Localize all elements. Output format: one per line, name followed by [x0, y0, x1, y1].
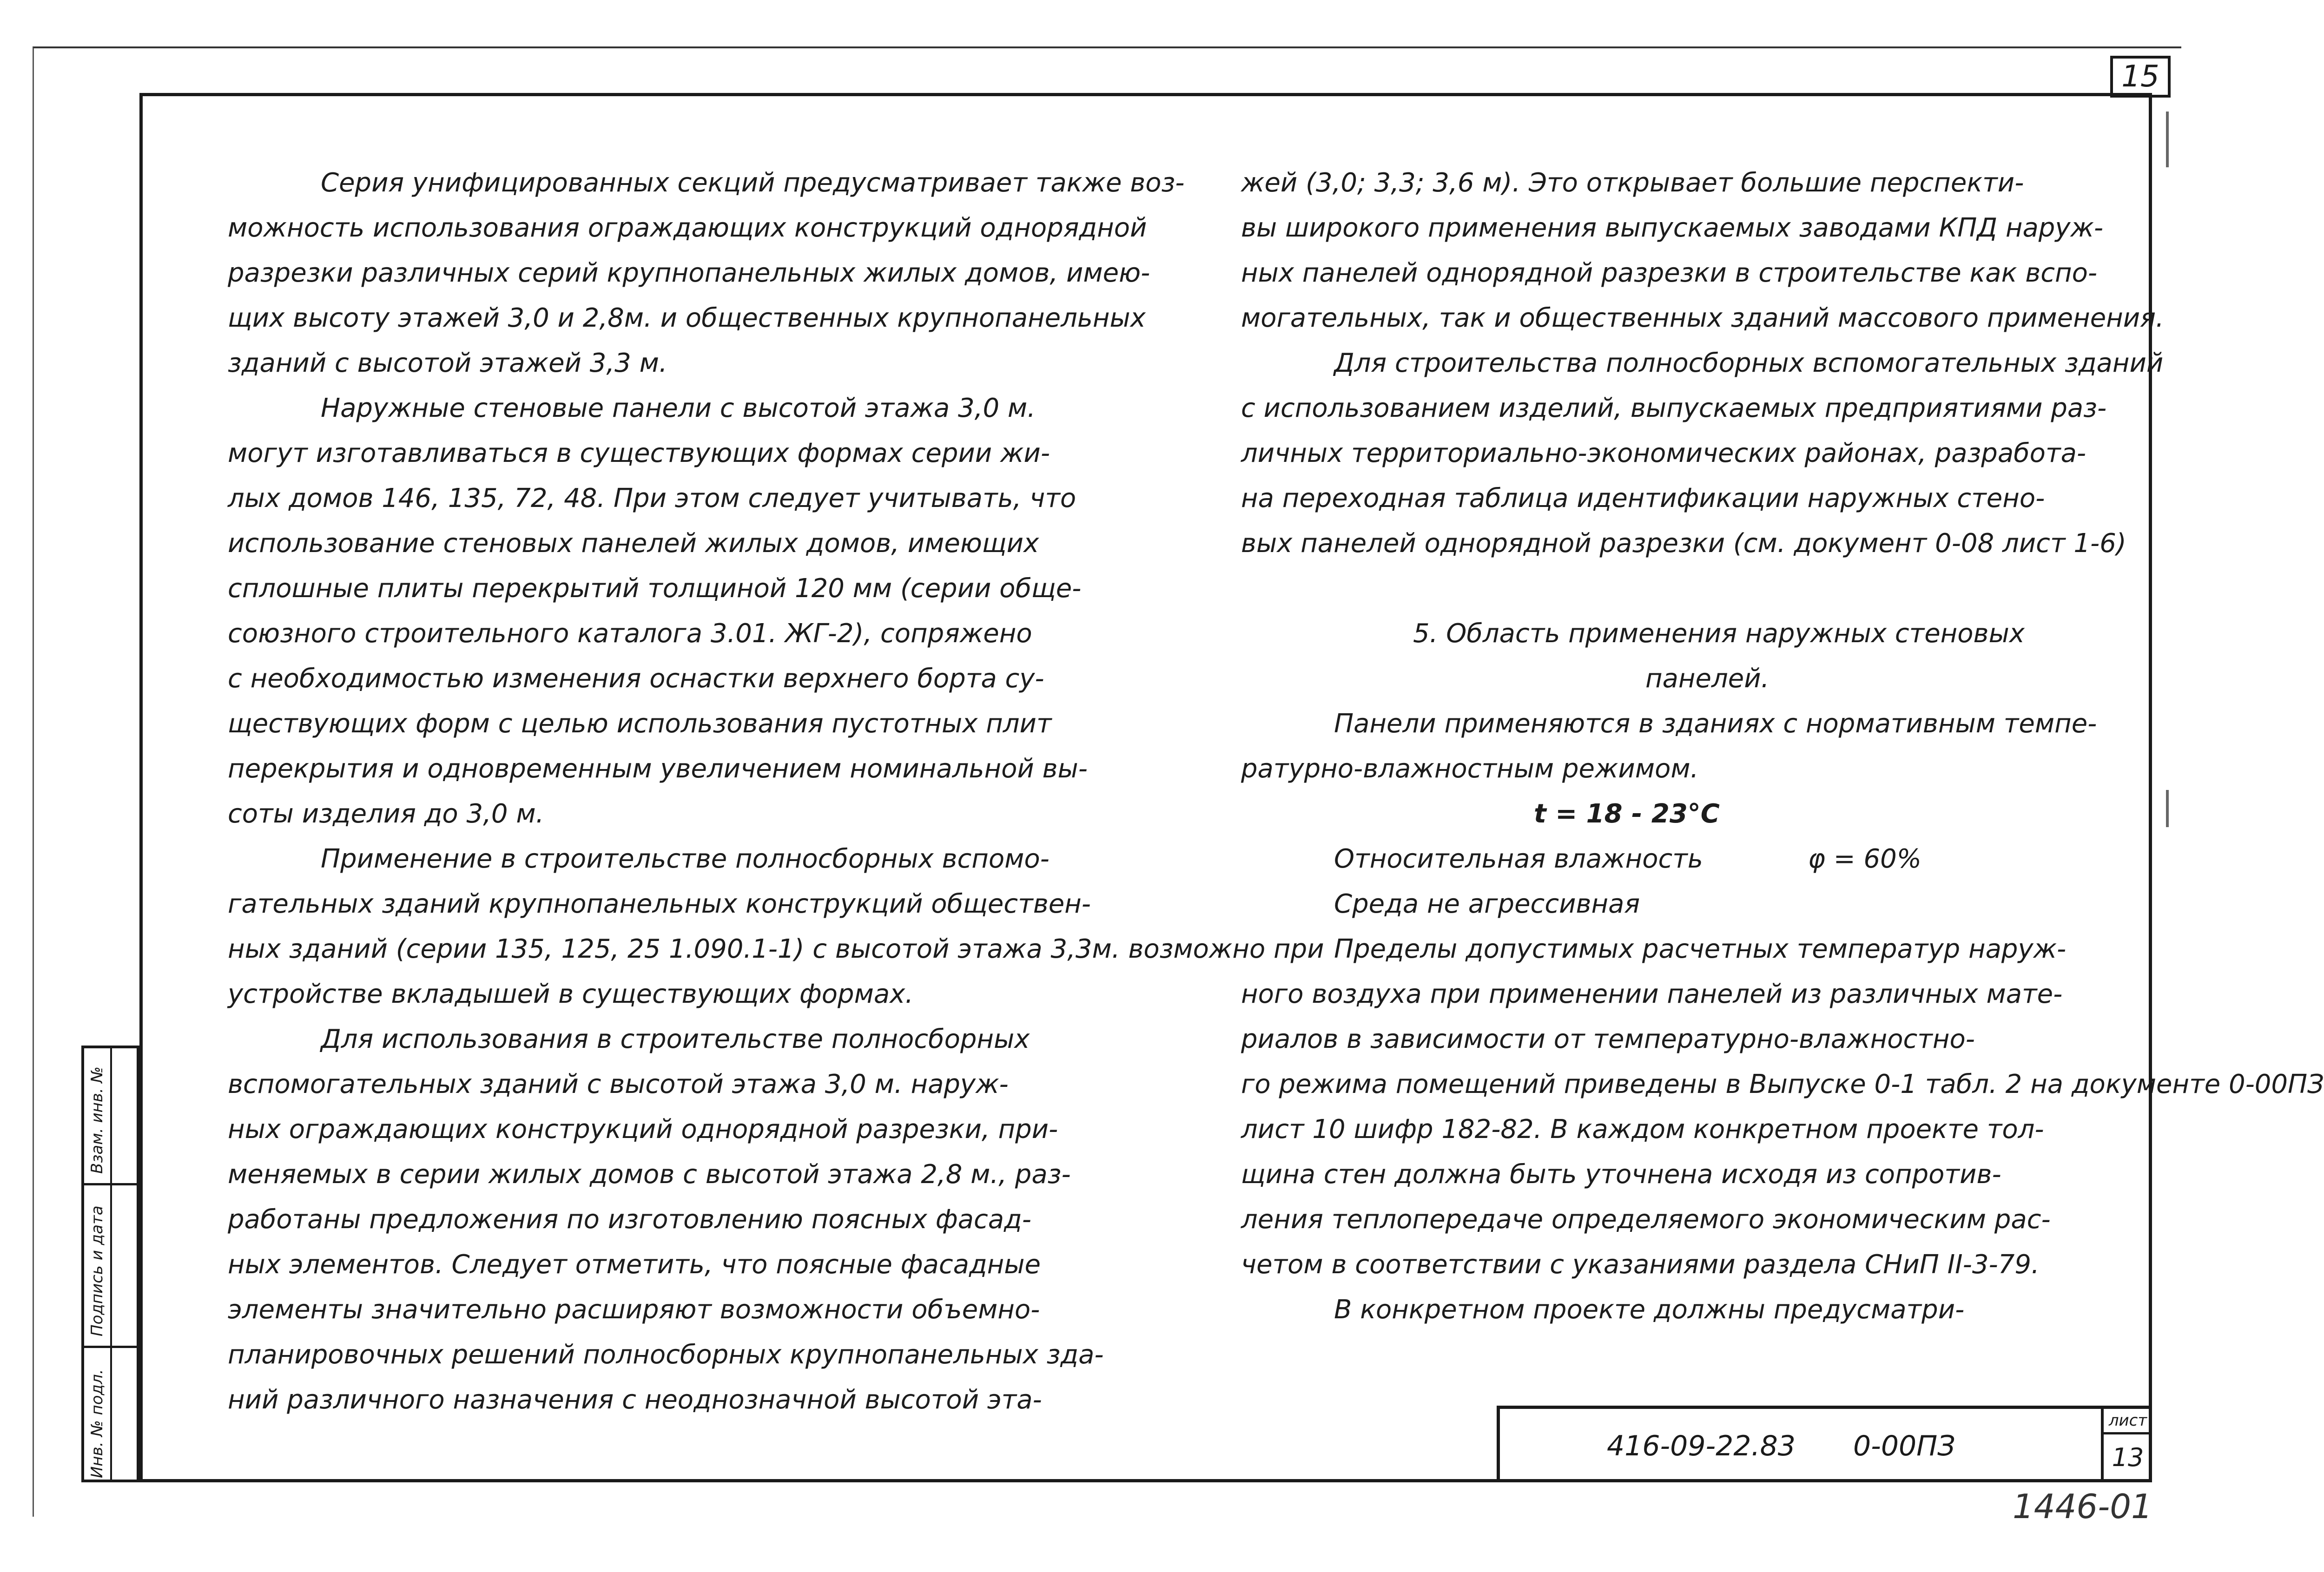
- section-heading: 5. Область применения наружных стеновых: [1413, 618, 2025, 649]
- paragraph-line: лых домов 146, 135, 72, 48. При этом следует учитывать, что: [228, 483, 1076, 513]
- paragraph-line: ратурно-влажностным режимом.: [1241, 754, 1699, 784]
- page-number: 15: [2110, 56, 2171, 98]
- paragraph-line: риалов в зависимости от температурно-влажностно-: [1241, 1024, 1975, 1054]
- paragraph-line: ного воздуха при применении панелей из различных мате-: [1241, 979, 2063, 1009]
- paragraph-line: соты изделия до 3,0 м.: [228, 799, 544, 829]
- humidity-value: φ = 60%: [1808, 844, 1921, 874]
- paragraph-line: ществующих форм с целью использования пустотных плит: [228, 709, 1052, 739]
- side-stamp-divider: [84, 1183, 137, 1185]
- title-block: [1497, 1406, 2101, 1482]
- paragraph-line: щих высоту этажей 3,0 и 2,8м. и общественных крупнопанельных: [228, 303, 1146, 333]
- paragraph-line: Серия унифицированных секций предусматривает также воз-: [321, 168, 1185, 198]
- paragraph-line: с необходимостью изменения оснастки верхнего борта су-: [228, 664, 1044, 694]
- paragraph-line: лист 10 шифр 182-82. В каждом конкретном проекте тол-: [1241, 1114, 2044, 1144]
- paragraph-line: вых панелей однорядной разрезки (см. документ 0-08 лист 1-6): [1241, 528, 2126, 559]
- paragraph-line: личных территориально-экономических районах, разработа-: [1241, 438, 2086, 468]
- sheet-number: 13: [2112, 1443, 2144, 1472]
- paragraph-line: гательных зданий крупнопанельных конструкций обществен-: [228, 889, 1091, 919]
- document-code: 416-09-22.83: [1607, 1430, 1796, 1462]
- paragraph-block: [1241, 927, 2324, 1332]
- spacer: [1241, 566, 2115, 611]
- paragraph-line: ных ограждающих конструкций однорядной разрезки, при-: [228, 1114, 1058, 1144]
- paragraph-line: элементы значительно расширяют возможности объемно-: [228, 1295, 1040, 1325]
- side-stamp-replace: Взам. инв. №: [88, 1066, 106, 1174]
- paragraph-line: перекрытия и одновременным увеличением номинальной вы-: [228, 754, 1088, 784]
- paragraph-line: Панели применяются в зданиях с нормативным темпе-: [1334, 709, 2097, 739]
- left-column: [228, 160, 1324, 1422]
- paragraph-line: планировочных решений полносборных крупнопанельных зда-: [228, 1340, 1104, 1370]
- environment-line: Среда не агрессивная: [1334, 889, 1640, 919]
- sheet-label: лист: [2104, 1409, 2152, 1434]
- right-column-intro: [1241, 160, 2164, 566]
- paragraph-line: Для строительства полносборных вспомогательных зданий: [1334, 348, 2164, 378]
- paragraph-line: устройстве вкладышей в существующих формах.: [228, 979, 914, 1009]
- paragraph-line: го режима помещений приведены в Выпуске 0-1 табл. 2 на документе 0-00ПЗ: [1241, 1069, 2324, 1099]
- paragraph-line: могательных, так и общественных зданий массового применения.: [1241, 303, 2164, 333]
- paragraph-line: работаны предложения по изготовлению поясных фасад-: [228, 1204, 1031, 1235]
- right-column: [1241, 160, 2324, 1332]
- side-stamp-divider: [84, 1346, 137, 1348]
- paragraph-line: могут изготавливаться в существующих формах серии жи-: [228, 438, 1050, 468]
- paragraph-line: зданий с высотой этажей 3,3 м.: [228, 348, 667, 378]
- sheet-cell: [2101, 1406, 2152, 1482]
- paragraph-line: ных панелей однорядной разрезки в строительстве как вспо-: [1241, 258, 2098, 288]
- paragraph-line: В конкретном проекте должны предусматри-: [1334, 1295, 1965, 1325]
- paragraph-line: четом в соответствии с указаниями раздела СНиП II-3-79.: [1241, 1250, 2040, 1280]
- paragraph-line: союзного строительного каталога 3.01. ЖГ-2), сопряжено: [228, 618, 1032, 649]
- humidity-row: [1241, 836, 2115, 881]
- temperature-formula: t = 18 - 23°C: [1534, 799, 1720, 829]
- edge-mark: [2166, 790, 2169, 827]
- paragraph-line: разрезки различных серий крупнопанельных жилых домов, имею-: [228, 258, 1150, 288]
- side-stamp-sign: Подпись и дата: [88, 1205, 106, 1336]
- paragraph-line: на переходная таблица идентификации наружных стено-: [1241, 483, 2045, 513]
- paragraph-line: Применение в строительстве полносборных вспомо-: [321, 844, 1050, 874]
- paragraph-line: ний различного назначения с неоднозначной высотой эта-: [228, 1385, 1042, 1415]
- paragraph-line: ных элементов. Следует отметить, что поясные фасадные: [228, 1250, 1041, 1280]
- paragraph-line: использование стеновых панелей жилых домов, имеющих: [228, 528, 1039, 559]
- section-heading-cont: панелей.: [1645, 664, 1769, 694]
- side-stamp: [81, 1046, 139, 1482]
- paragraph-line: можность использования ограждающих конструкций однорядной: [228, 213, 1147, 243]
- archive-number: 1446-01: [2013, 1487, 2152, 1526]
- humidity-label: Относительная влажность: [1334, 844, 1703, 874]
- paragraph-line: жей (3,0; 3,3; 3,6 м). Это открывает большие перспекти-: [1241, 168, 2024, 198]
- paragraph-line: Для использования в строительстве полносборных: [321, 1024, 1030, 1054]
- paragraph-line: вспомогательных зданий с высотой этажа 3,0 м. наруж-: [228, 1069, 1009, 1099]
- sheet-code: 0-00ПЗ: [1853, 1430, 1955, 1462]
- paragraph-line: с использованием изделий, выпускаемых предприятиями раз-: [1241, 393, 2107, 423]
- paragraph-line: меняемых в серии жилых домов с высотой этажа 2,8 м., раз-: [228, 1159, 1071, 1190]
- edge-mark: [2166, 112, 2169, 167]
- paragraph-line: Пределы допустимых расчетных температур наруж-: [1334, 934, 2067, 964]
- paragraph-line: Наружные стеновые панели с высотой этажа 3,0 м.: [321, 393, 1036, 423]
- paragraph-line: ления теплопередаче определяемого экономическим рас-: [1241, 1204, 2051, 1235]
- paragraph-line: ных зданий (серии 135, 125, 25 1.090.1-1) с высотой этажа 3,3м. возможно при: [228, 934, 1324, 964]
- side-stamp-inv: Инв. № подл.: [88, 1369, 106, 1478]
- paragraph-line: щина стен должна быть уточнена исходя из сопротив-: [1241, 1159, 2001, 1190]
- paragraph-line: вы широкого применения выпускаемых заводами КПД наруж-: [1241, 213, 2104, 243]
- paragraph-line: сплошные плиты перекрытий толщиной 120 мм (серии обще-: [228, 573, 1082, 604]
